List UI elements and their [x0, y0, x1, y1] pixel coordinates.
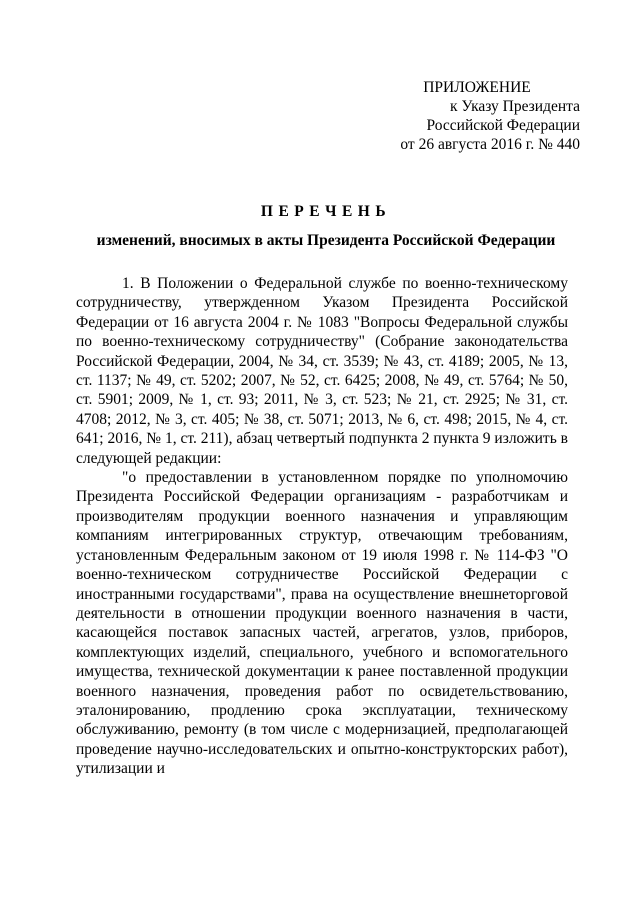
appendix-decree-ref: к Указу Президента: [450, 98, 580, 115]
appendix-label: ПРИЛОЖЕНИЕ: [423, 79, 531, 96]
paragraph-1: 1. В Положении о Федеральной службе по военно-техническому сотрудничеству, утвержденном Указом Президента Российской Федерации от 16 августа 2004 г. № 1083 "Вопросы Федеральной службы по военно-техническому сотрудничеству" (Собрание законодательства Российской Федерации, 2004, № 34, ст. 3539; № 43, ст. 4189; 2005, № 13, ст. 1137; № 49, ст. 5202; 2007, № 52, ст. 6425; 2008, № 49, ст. 5764; № 50, ст. 5901; 2009, № 1, ст. 93; 2011, № 3, ст. 523; № 21, ст. 2925; № 31, ст. 4708; 2012, № 3, ст. 405; № 38, ст. 5071; 2013, № 6, ст. 498; 2015, № 4, ст. 641; 2016, № 1, ст. 211), абзац четвертый подпункта 2 пункта 9 изложить в следующей редакции:: [76, 275, 568, 467]
appendix-date-number: от 26 августа 2016 г. № 440: [400, 136, 580, 153]
document-body: [76, 274, 568, 779]
paragraph-2-quote: "о предоставлении в установленном порядке по уполномочию Президента Российской Федерации организациям - разработчикам и производителям продукции военного назначения и управляющим компаниям интегрированных структур, отвечающим требованиям, установленным Федеральным законом от 19 июля 1998 г. № 114-ФЗ "О военно-техническом сотрудничестве Российской Федерации с иностранными государствами", права на осуществление внешнеторговой деятельности в отношении продукции военного назначения в части, касающейся поставок запасных частей, агрегатов, узлов, приборов, комплектующих изделий, специального, учебного и вспомогательного имущества, технической документации к ранее поставленной продукции военного назначения, проведения работ по освидетельствованию, эталонированию, продлению срока эксплуатации, техническому обслуживанию, ремонту (в том числе с модернизацией, предполагающей проведение научно-исследовательских и опытно-конструкторских работ), утилизации и: [76, 469, 568, 778]
appendix-header: [320, 78, 580, 154]
document-title: ПЕРЕЧЕНЬ: [260, 203, 392, 220]
document-subtitle: изменений, вносимых в акты Президента Российской Федерации: [96, 232, 556, 249]
appendix-country: Российской Федерации: [426, 117, 580, 134]
